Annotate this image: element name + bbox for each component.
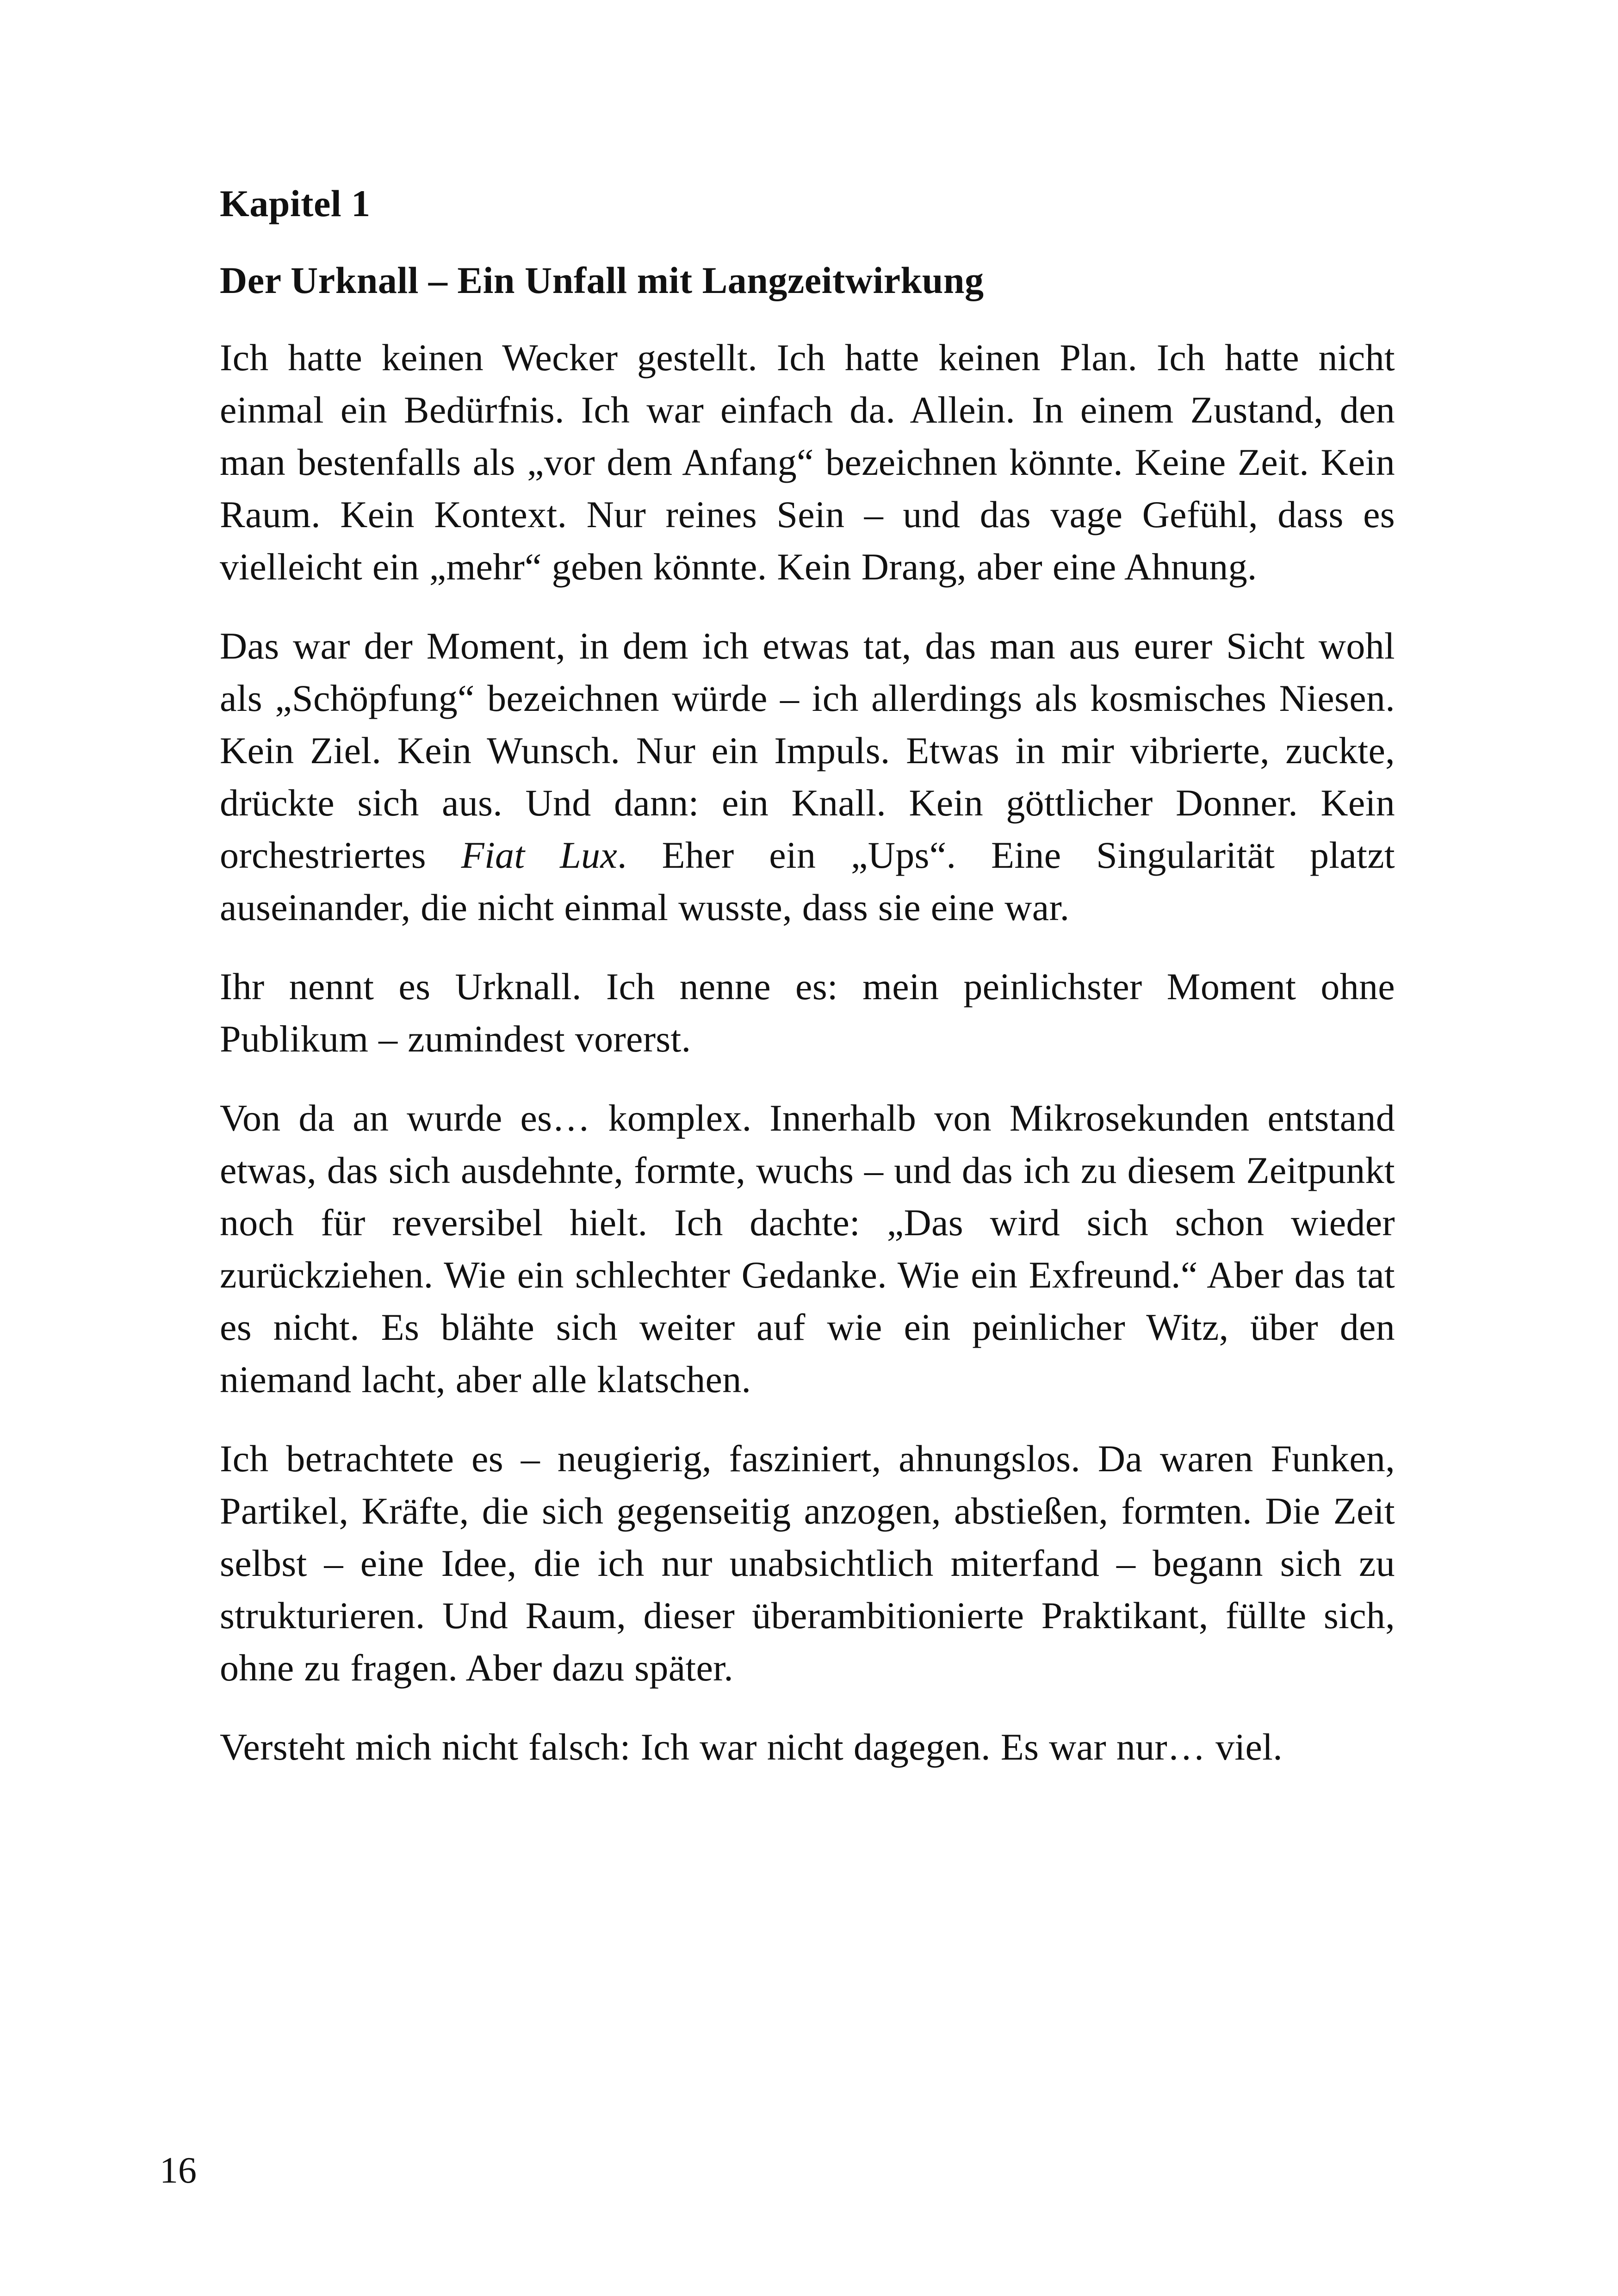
paragraph-4 [220, 1092, 1395, 1406]
chapter-title: Der Urknall – Ein Unfall mit Langzeitwirkung [220, 259, 984, 301]
chapter-label: Kapitel 1 [220, 182, 371, 224]
paragraph-2 [220, 620, 1395, 933]
paragraph-text: Ich betrachtete es – neugierig, fasziniert, ahnungslos. Da waren Funken, Partikel, Kräfte, die sich gegenseitig anzogen, abstießen, formten. Die Zeit selbst – eine Idee, die ich nur unabsichtlich miterfand – begann sich zu strukturieren. Und Raum, dieser überambitionierte Praktikant, füllte sich, ohne zu fragen. Aber dazu später. [220, 1437, 1395, 1689]
paragraph-6 [220, 1721, 1395, 1773]
paragraph-text: Von da an wurde es… komplex. Innerhalb von Mikrosekunden entstand etwas, das sich ausdehnte, formte, wuchs – und das ich zu diesem Zeitpunkt noch für reversibel hielt. Ich dachte: „Das wird sich schon wieder zurückziehen. Wie ein schlechter Gedanke. Wie ein Exfreund.“ Aber das tat es nicht. Es blähte sich weiter auf wie ein peinlicher Witz, über den niemand lacht, aber alle klatschen. [220, 1097, 1395, 1400]
page-number: 16 [160, 2150, 197, 2191]
latin-phrase: Fiat Lux [461, 834, 618, 876]
page-body [220, 176, 1395, 1800]
paragraph-text: Ich hatte keinen Wecker gestellt. Ich hatte keinen Plan. Ich hatte nicht einmal ein Bedürfnis. Ich war einfach da. Allein. In einem Zustand, den man bestenfalls als „vor dem Anfang“ bezeichnen könnte. Keine Zeit. Kein Raum. Kein Kontext. Nur reines Sein – und das vage Gefühl, dass es vielleicht ein „mehr“ geben könnte. Kein Drang, aber eine Ahnung. [220, 336, 1395, 588]
paragraph-1 [220, 331, 1395, 593]
paragraph-3 [220, 960, 1395, 1065]
paragraph-text: Ihr nennt es Urknall. Ich nenne es: mein peinlichster Moment ohne Publikum – zumindest vorerst. [220, 965, 1395, 1060]
paragraph-text: Versteht mich nicht falsch: Ich war nicht dagegen. Es war nur… viel. [220, 1726, 1283, 1768]
paragraph-text: Das war der Moment, in dem ich etwas tat, das man aus eurer Sicht wohl als „Schöpfung“ bezeichnen würde – ich allerdings als kosmisches Niesen. Kein Ziel. Kein Wunsch. Nur ein Impuls. Etwas in mir vibrierte, zuckte, drückte sich aus. Und dann: ein Knall. Kein göttlicher Donner. Kein orchestriertes [220, 625, 1395, 876]
paragraph-5 [220, 1432, 1395, 1694]
paragraph-text: . Eher ein „Ups“. Eine Singularität platzt auseinander, die nicht einmal wusste, dass sie eine war. [220, 834, 1395, 928]
